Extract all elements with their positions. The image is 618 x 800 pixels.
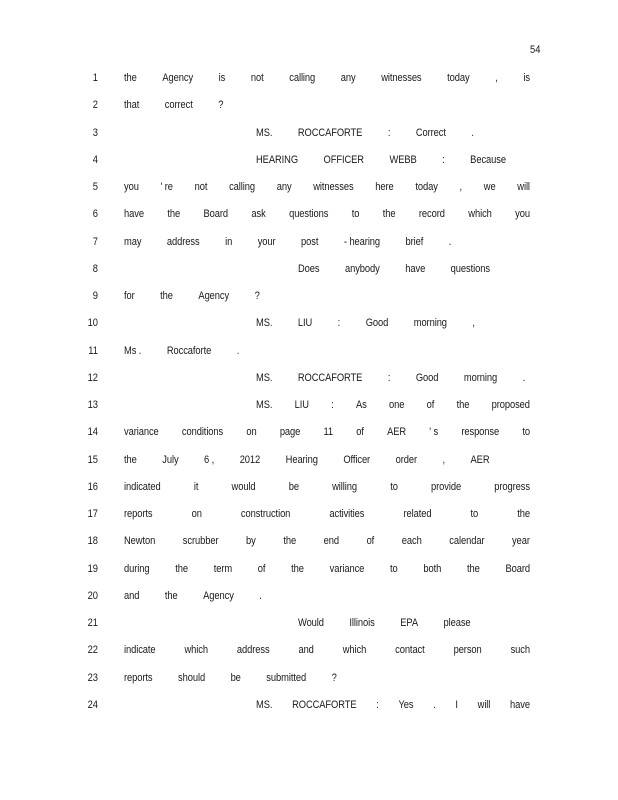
line-number: 11 <box>88 344 98 357</box>
word: related <box>403 508 432 520</box>
line-text <box>256 317 475 329</box>
word: witnesses <box>313 181 354 193</box>
word: have <box>510 698 530 711</box>
word: WEBB <box>389 153 417 166</box>
word: scrubber <box>182 535 219 548</box>
transcript-line <box>0 290 618 306</box>
word: today <box>447 72 470 84</box>
word: . <box>259 589 262 602</box>
word: indicate <box>124 644 156 657</box>
word: calling <box>229 181 256 193</box>
word: brief <box>405 235 424 248</box>
line-number: 21 <box>87 617 98 629</box>
word: be <box>230 671 241 684</box>
word: MS. <box>256 698 273 711</box>
line-number: 13 <box>87 399 98 411</box>
word: would <box>231 480 256 493</box>
word: submitted <box>266 671 307 684</box>
line-number: 14 <box>87 426 98 439</box>
transcript-line <box>0 154 618 170</box>
word: not <box>194 181 208 193</box>
word: any <box>340 72 356 84</box>
line-number: 7 <box>92 235 98 248</box>
word: to <box>351 208 360 221</box>
line-number: 8 <box>92 262 98 275</box>
line-text <box>124 181 530 193</box>
word: in <box>225 235 233 248</box>
word: anybody <box>344 262 380 275</box>
word: should <box>178 671 206 684</box>
word: on <box>246 426 257 439</box>
transcript-line <box>0 617 618 633</box>
line-text <box>256 399 530 411</box>
word: may <box>124 235 142 248</box>
word: Hearing <box>285 453 318 466</box>
word: the <box>160 290 173 302</box>
word: is <box>218 72 226 84</box>
word: - hearing <box>343 235 381 248</box>
word: proposed <box>491 399 530 411</box>
line-number: 10 <box>87 317 98 330</box>
transcript-line <box>0 181 618 197</box>
word: Would <box>298 617 324 629</box>
word: one <box>389 399 405 411</box>
line-number: 2 <box>92 99 98 112</box>
line-text <box>298 617 471 629</box>
line-text <box>124 236 451 248</box>
word: Good <box>415 371 439 384</box>
word: contact <box>395 644 425 657</box>
line-text <box>124 644 530 656</box>
word: each <box>401 535 422 548</box>
word: of <box>426 399 435 411</box>
word: OFFICER <box>323 153 364 166</box>
line-number: 24 <box>87 698 98 711</box>
line-number: 6 <box>92 208 98 221</box>
transcript-line <box>0 535 618 551</box>
transcript-line <box>0 672 618 688</box>
word: the <box>517 508 530 520</box>
line-number: 12 <box>87 371 98 384</box>
word: ROCCAFORTE <box>297 126 363 139</box>
word: correct <box>164 99 193 112</box>
word: the <box>164 589 178 602</box>
word: address <box>166 235 200 248</box>
word: HEARING <box>256 153 299 166</box>
line-text <box>256 372 525 384</box>
word: ? <box>331 671 337 684</box>
word: . <box>433 698 436 711</box>
word: , <box>472 317 475 330</box>
word: to <box>390 480 398 493</box>
word: Agency <box>203 589 234 602</box>
word: the <box>167 208 181 221</box>
line-text <box>124 508 530 520</box>
transcript-line <box>0 72 618 88</box>
word: variance <box>329 562 365 575</box>
line-text <box>124 208 530 220</box>
word: July <box>162 453 179 466</box>
transcript-line <box>0 236 618 252</box>
word: Agency <box>198 290 230 302</box>
transcript-line <box>0 317 618 333</box>
line-text <box>124 290 260 302</box>
line-text <box>256 154 506 166</box>
word: Board <box>203 208 228 221</box>
word: AER <box>470 453 490 466</box>
word: ROCCAFORTE <box>292 698 357 711</box>
word: ' s <box>429 426 439 439</box>
word: the <box>283 535 297 548</box>
word: Board <box>505 562 530 575</box>
transcript-line <box>0 99 618 115</box>
line-number: 9 <box>92 290 98 302</box>
word: you <box>515 208 530 221</box>
word: to <box>470 508 479 520</box>
word: will <box>517 181 530 193</box>
line-number: 20 <box>87 589 98 602</box>
word: questions <box>289 208 329 221</box>
word: , <box>495 72 498 84</box>
word: we <box>483 181 496 193</box>
word: Illinois <box>349 617 375 629</box>
word: . <box>471 126 474 139</box>
word: reports <box>124 508 153 520</box>
word: : <box>376 698 379 711</box>
word: ' re <box>160 181 173 193</box>
word: Newton <box>124 535 156 548</box>
transcript-line <box>0 454 618 470</box>
word: morning <box>463 371 498 384</box>
word: record <box>418 208 445 221</box>
word: be <box>288 480 299 493</box>
word: calendar <box>449 535 485 548</box>
word: calling <box>289 72 316 84</box>
line-text <box>256 127 474 139</box>
word: activities <box>329 508 365 520</box>
transcript-line <box>0 208 618 224</box>
word: LIU <box>294 399 309 411</box>
word: the <box>291 562 304 575</box>
word: ? <box>218 99 224 112</box>
word: here <box>375 181 394 193</box>
line-text <box>124 481 530 493</box>
word: end <box>323 535 339 548</box>
word: of <box>257 562 266 575</box>
line-text <box>124 426 530 438</box>
transcript-line <box>0 345 618 361</box>
line-text <box>124 535 530 547</box>
line-text <box>124 563 530 575</box>
line-text <box>124 345 239 357</box>
word: Does <box>298 262 320 275</box>
word: variance <box>124 426 159 439</box>
line-number: 19 <box>87 562 98 575</box>
word: have <box>124 208 144 221</box>
word: which <box>468 208 492 221</box>
word: both <box>423 562 442 575</box>
word: is <box>523 72 530 84</box>
word: : <box>337 317 341 330</box>
word: the <box>466 562 480 575</box>
word: MS. <box>256 371 273 384</box>
word: : <box>442 153 445 166</box>
word: . <box>448 235 452 248</box>
line-number: 17 <box>87 508 98 520</box>
word: on <box>191 508 202 520</box>
line-text <box>256 699 530 711</box>
word: your <box>257 235 276 248</box>
line-number: 18 <box>87 535 98 548</box>
line-text <box>124 99 223 111</box>
transcript-line <box>0 644 618 660</box>
page-number: 54 <box>530 44 541 56</box>
line-number: 15 <box>87 453 98 466</box>
word: 6 , <box>204 453 215 466</box>
transcript-line <box>0 127 618 143</box>
word: conditions <box>181 426 224 439</box>
word: EPA <box>400 617 418 629</box>
word: that <box>124 99 140 112</box>
transcript-line <box>0 699 618 715</box>
word: which <box>342 644 367 657</box>
line-number: 4 <box>92 153 98 166</box>
word: the <box>382 208 396 221</box>
word: Yes <box>398 698 414 711</box>
word: which <box>184 644 208 657</box>
transcript-line <box>0 426 618 442</box>
word: MS. <box>256 399 273 411</box>
word: progress <box>494 480 530 493</box>
word: the <box>124 453 137 466</box>
word: Correct <box>415 126 446 139</box>
line-text <box>124 672 337 684</box>
transcript-line <box>0 508 618 524</box>
word: post <box>301 235 319 248</box>
transcript-line <box>0 590 618 606</box>
line-number: 23 <box>87 671 98 684</box>
word: will <box>477 698 491 711</box>
word: Ms . <box>124 344 142 357</box>
word: questions <box>450 262 490 275</box>
word: ask <box>251 208 266 221</box>
word: 2012 <box>239 453 261 466</box>
word: indicated <box>124 480 161 493</box>
word: ? <box>254 290 260 302</box>
word: not <box>250 72 264 84</box>
transcript-line <box>0 481 618 497</box>
word: page <box>279 426 301 439</box>
word: to <box>390 562 398 575</box>
word: term <box>213 562 233 575</box>
line-number: 16 <box>87 480 98 493</box>
word: witnesses <box>381 72 422 84</box>
word: have <box>405 262 426 275</box>
word: the <box>456 399 470 411</box>
word: , <box>442 453 446 466</box>
word: As <box>356 399 367 411</box>
word: : <box>387 126 391 139</box>
word: , <box>459 181 463 193</box>
word: ROCCAFORTE <box>297 371 363 384</box>
word: . <box>522 371 526 384</box>
word: such <box>510 644 530 657</box>
word: MS. <box>256 317 273 330</box>
word: AER <box>387 426 407 439</box>
line-number: 3 <box>92 126 98 139</box>
word: : <box>387 371 391 384</box>
line-text <box>298 263 490 275</box>
word: address <box>236 644 270 657</box>
word: provide <box>431 480 462 493</box>
word: Officer <box>343 453 371 466</box>
word: MS. <box>256 126 273 139</box>
word: to <box>522 426 530 439</box>
word: during <box>124 562 150 575</box>
word: order <box>395 453 417 466</box>
word: and <box>298 644 314 657</box>
word: the <box>175 562 188 575</box>
word: Roccaforte <box>166 344 212 357</box>
word: Good <box>365 317 389 330</box>
transcript-line <box>0 563 618 579</box>
word: you <box>124 181 139 193</box>
word: for <box>124 290 135 302</box>
word: 11 <box>323 426 334 439</box>
word: any <box>276 181 292 193</box>
line-text <box>124 72 530 84</box>
word: the <box>124 72 137 84</box>
word: morning <box>413 317 447 330</box>
word: person <box>453 644 482 657</box>
word: of <box>356 426 364 439</box>
word: reports <box>124 671 153 684</box>
line-number: 22 <box>87 644 98 657</box>
line-number: 5 <box>92 181 98 193</box>
word: by <box>246 535 256 548</box>
word: please <box>443 617 471 629</box>
word: willing <box>332 480 358 493</box>
word: . <box>236 344 240 357</box>
word: response <box>461 426 500 439</box>
word: construction <box>240 508 291 520</box>
word: Because <box>470 153 506 166</box>
line-number: 1 <box>92 72 98 84</box>
word: it <box>193 480 199 493</box>
word: and <box>124 589 140 602</box>
word: Agency <box>162 72 194 84</box>
line-text <box>124 454 490 466</box>
transcript-line <box>0 263 618 279</box>
word: of <box>366 535 375 548</box>
word: today <box>415 181 438 193</box>
word: : <box>331 399 334 411</box>
word: year <box>512 535 530 548</box>
word: LIU <box>297 317 313 330</box>
transcript-line <box>0 399 618 415</box>
transcript-line <box>0 372 618 388</box>
line-text <box>124 590 262 602</box>
word: I <box>455 698 458 711</box>
